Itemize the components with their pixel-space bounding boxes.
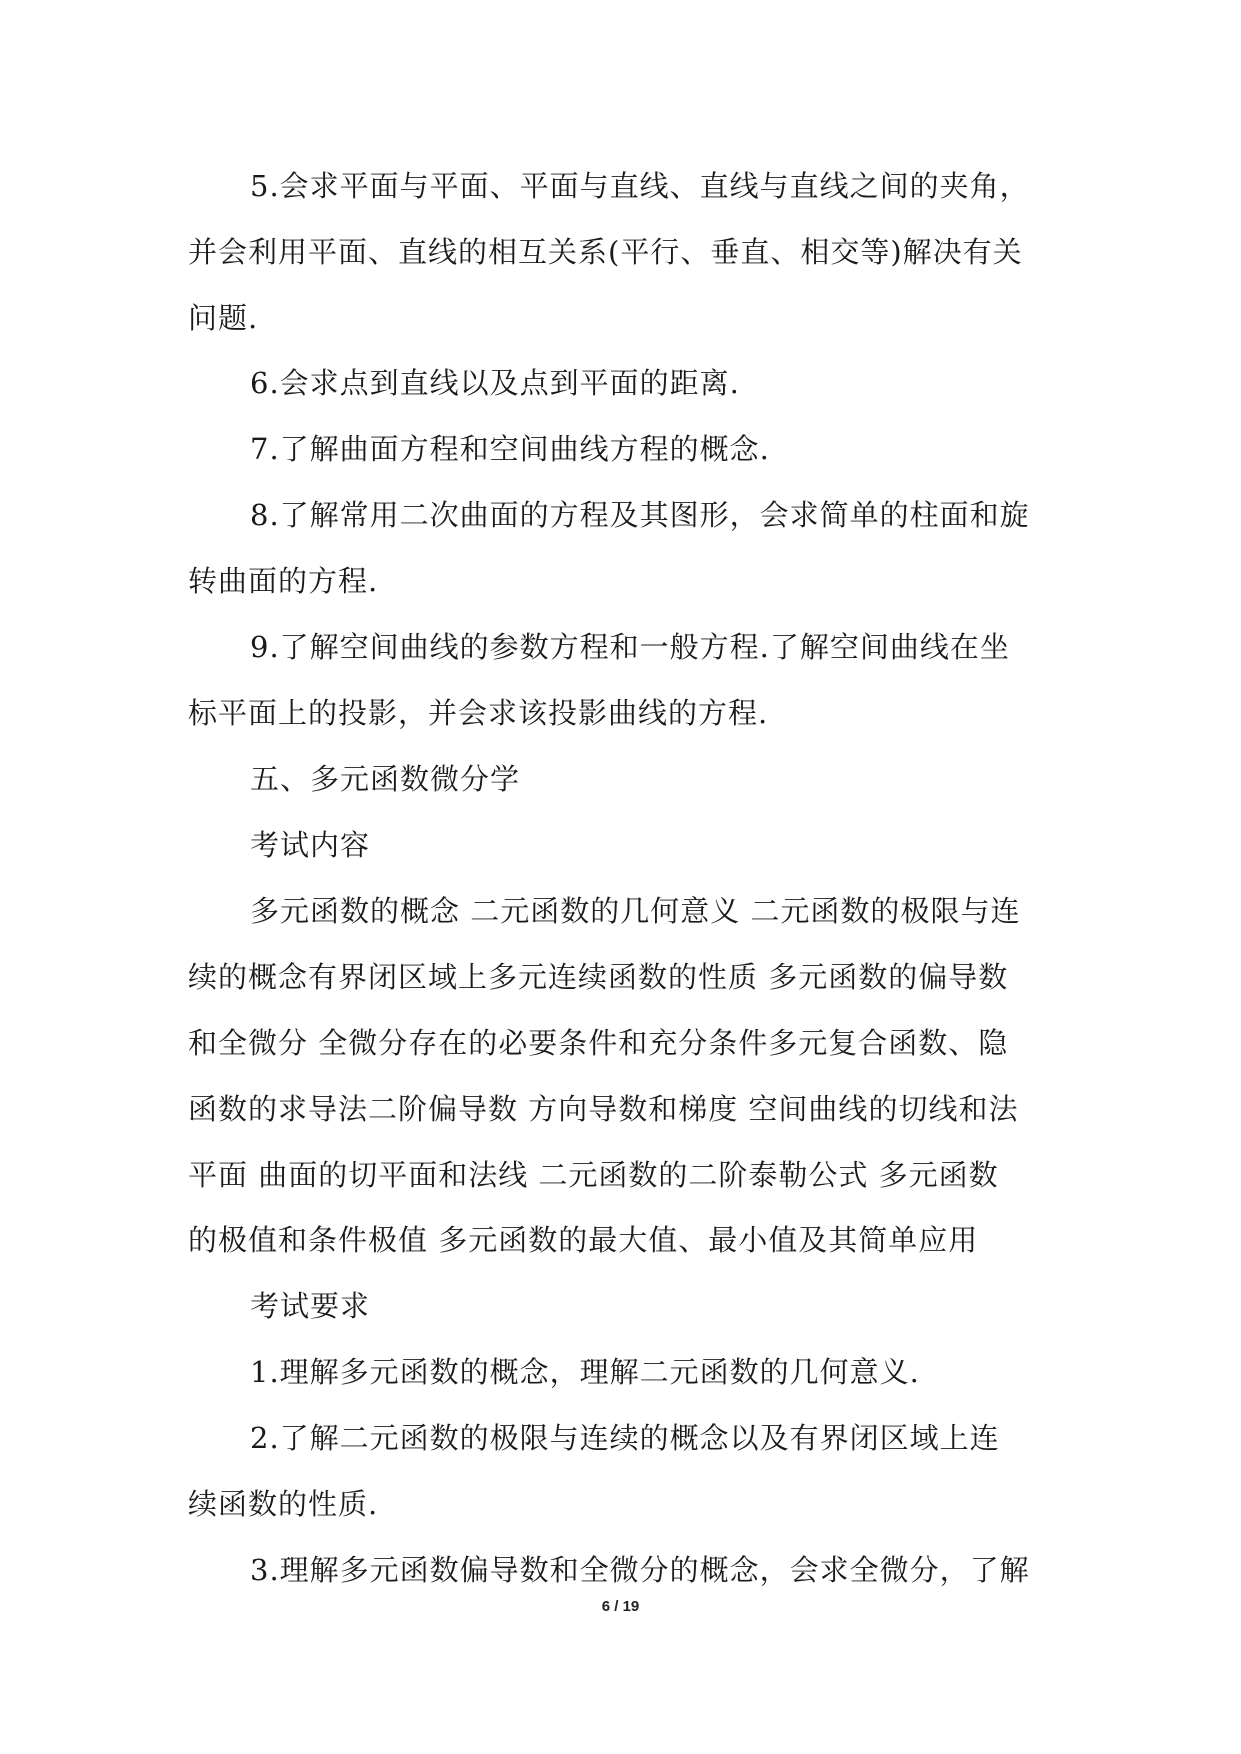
text-line-item9a: 9.了解空间曲线的参数方程和一般方程.了解空间曲线在坐 <box>250 630 1010 664</box>
content-line-2: 续的概念有界闭区域上多元连续函数的性质 多元函数的偏导数 <box>188 960 1009 994</box>
section-heading: 五、多元函数微分学 <box>250 762 521 796</box>
text-line-item6: 6.会求点到直线以及点到平面的距离. <box>250 366 740 400</box>
text-line-req3: 3.理解多元函数偏导数和全微分的概念，会求全微分，了解 <box>250 1553 1030 1587</box>
content-line-6: 的极值和条件极值 多元函数的最大值、最小值及其简单应用 <box>188 1223 979 1257</box>
text-line-req2b: 续函数的性质. <box>188 1487 379 1521</box>
page-number: 6 / 19 <box>601 1598 640 1615</box>
text-line-req2a: 2.了解二元函数的极限与连续的概念以及有界闭区域上连 <box>250 1421 1000 1455</box>
content-line-1: 多元函数的概念 二元函数的几何意义 二元函数的极限与连 <box>250 894 1021 928</box>
text-line-item8b: 转曲面的方程. <box>188 564 379 598</box>
text-line-item5a: 5.会求平面与平面、平面与直线、直线与直线之间的夹角， <box>250 169 1030 203</box>
text-line-item7: 7.了解曲面方程和空间曲线方程的概念. <box>250 432 770 466</box>
text-line-item9b: 标平面上的投影，并会求该投影曲线的方程. <box>188 696 769 730</box>
text-line-item5b: 并会利用平面、直线的相互关系(平行、垂直、相交等)解决有关 <box>188 235 1023 269</box>
content-line-5: 平面 曲面的切平面和法线 二元函数的二阶泰勒公式 多元函数 <box>188 1158 999 1192</box>
text-line-item8a: 8.了解常用二次曲面的方程及其图形，会求简单的柱面和旋 <box>250 498 1030 532</box>
content-line-3: 和全微分 全微分存在的必要条件和充分条件多元复合函数、隐 <box>188 1026 1009 1060</box>
subheading-exam-requirements: 考试要求 <box>250 1289 371 1323</box>
content-line-4: 函数的求导法二阶偏导数 方向导数和梯度 空间曲线的切线和法 <box>188 1092 1019 1126</box>
text-line-item5c: 问题. <box>188 301 259 335</box>
text-line-req1: 1.理解多元函数的概念，理解二元函数的几何意义. <box>250 1355 920 1389</box>
subheading-exam-content: 考试内容 <box>250 828 371 862</box>
